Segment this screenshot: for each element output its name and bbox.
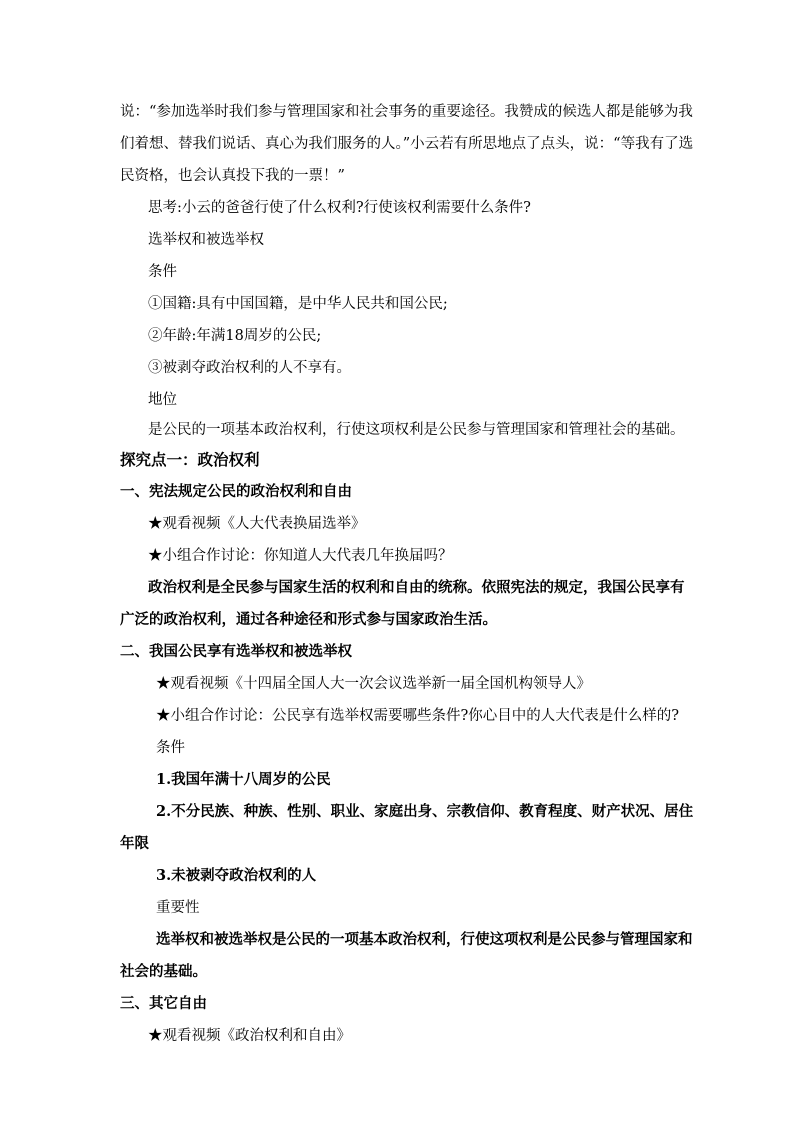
definition-line-2: 广泛的政治权利，通过各种途径和形式参与国家政治生活。 [120,611,497,628]
heading-other-freedoms: 三、其它自由 [120,995,207,1012]
think-question: 思考:小云的爸爸行使了什么权利?行使该权利需要什么条件? [148,200,531,216]
video-item-2: ★观看视频《十四届全国人大一次会议选举新一届全国机构领导人》 [156,676,591,692]
condition-deprived: ③被剥夺政治权利的人不享有。 [148,360,351,376]
status-text: 是公民的一项基本政治权利，行使这项权利是公民参与管理国家和管理社会的基础。 [148,422,685,438]
heading-election-rights: 二、我国公民享有选举权和被选举权 [120,643,352,660]
condition-item-2: 2.不分民族、种族、性别、职业、家庭出身、宗教信仰、教育程度、财产状况、居住 [156,803,694,820]
importance-label: 重要性 [156,900,200,916]
video-item-1: ★观看视频《人大代表换届选举》 [148,516,366,532]
condition-item-1: 1.我国年满十八周岁的公民 [156,771,331,788]
story-paragraph-line-3: 民资格，也会认真投下我的一票！” [120,168,345,184]
definition-line-1: 政治权利是全民参与国家生活的权利和自由的统称。依照宪法的规定，我国公民享有 [148,579,685,596]
importance-line-1: 选举权和被选举权是公民的一项基本政治权利，行使这项权利是公民参与管理国家和 [156,931,693,948]
section-heading-inquiry-1: 探究点一：政治权利 [120,450,260,469]
conditions-label-2: 条件 [156,740,185,756]
story-paragraph-line-1: 说：“参加选举时我们参与管理国家和社会事务的重要途径。我赞成的候选人都是能够为我 [120,104,693,120]
answer-title: 选举权和被选举权 [148,232,264,248]
condition-item-3: 3.未被剥夺政治权利的人 [156,867,317,884]
status-label: 地位 [148,392,177,408]
importance-line-2: 社会的基础。 [120,963,207,980]
condition-item-2-cont: 年限 [120,835,149,852]
heading-constitution-rights: 一、宪法规定公民的政治权利和自由 [120,483,352,500]
condition-age: ②年龄:年满18周岁的公民; [148,328,322,344]
discussion-item-2: ★小组合作讨论：公民享有选举权需要哪些条件?你心目中的人大代表是什么样的? [156,708,680,724]
video-item-3: ★观看视频《政治权利和自由》 [148,1028,351,1044]
story-paragraph-line-2: 们着想、替我们说话、真心为我们服务的人。”小云若有所思地点了点头，说：“等我有了选 [120,136,694,152]
condition-nationality: ①国籍:具有中国国籍，是中华人民共和国公民; [148,296,448,312]
discussion-item-1: ★小组合作讨论：你知道人大代表几年换届吗？ [148,548,453,564]
conditions-label: 条件 [148,264,177,280]
